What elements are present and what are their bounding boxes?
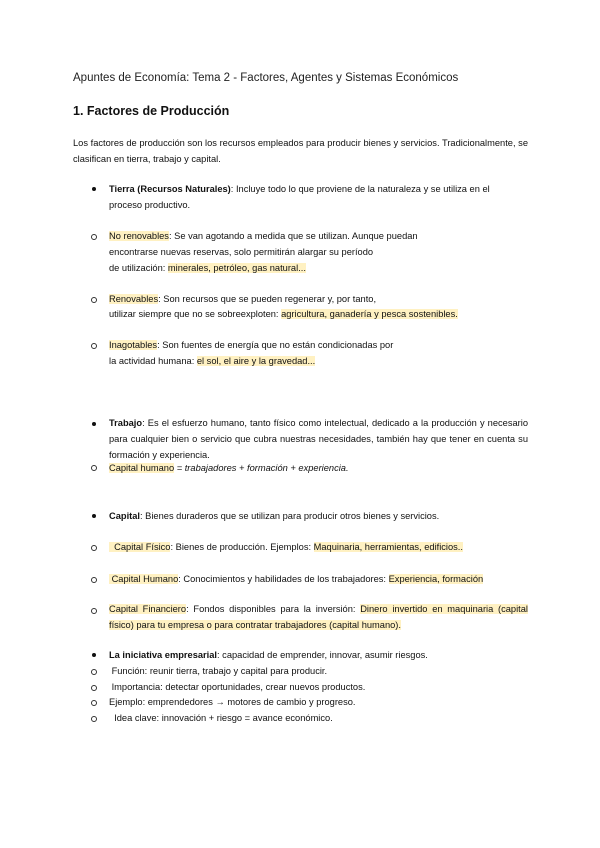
bullet-circle: [91, 297, 97, 303]
iniciativa-item: Ejemplo: emprendedores → motores de cambio y progreso.: [109, 697, 356, 707]
tierra-line-2: proceso productivo.: [109, 200, 191, 210]
bullet-circle: [91, 234, 97, 240]
no-renovables-line-3: [109, 261, 306, 275]
capital-humano-label: Capital humano: [109, 463, 175, 473]
capital-financiero-text: : Fondos disponibles para la inversión:: [186, 604, 361, 614]
renovables-examples: agricultura, ganadería y pesca sostenibles.: [281, 309, 458, 319]
capital-fisico-examples: Maquinaria, herramientas, edificios..: [313, 542, 463, 552]
tierra-text: : Incluye todo lo que proviene de la naturaleza y se utiliza en el: [230, 184, 490, 194]
bullet-circle: [91, 577, 97, 583]
iniciativa-label: La iniciativa empresarial: [109, 650, 218, 660]
capital-financiero-label: Capital Financiero: [109, 604, 187, 614]
capital-humano-2-label: Capital Humano: [109, 574, 179, 584]
capital-humano-formula: = trabajadores + formación + experiencia.: [174, 463, 349, 473]
document-title: Apuntes de Economía: Tema 2 - Factores, Agentes y Sistemas Económicos: [73, 72, 459, 84]
inagotables-text-2: la actividad humana:: [109, 356, 197, 366]
capital-fisico-text: : Bienes de producción. Ejemplos:: [170, 542, 314, 552]
capital-fisico-line: [109, 540, 463, 554]
renovables-label: Renovables: [109, 294, 159, 304]
renovables-line-2: [109, 307, 458, 321]
bullet-dot: [92, 187, 96, 191]
inagotables-label: Inagotables: [109, 340, 158, 350]
bullet-circle: [91, 545, 97, 551]
capital-humano-2-examples: Experiencia, formación: [388, 574, 484, 584]
no-renovables-text: : Se van agotando a medida que se utilizan. Aunque puedan: [168, 231, 418, 241]
inagotables-text: : Son fuentes de energía que no están condicionadas por: [157, 340, 394, 350]
iniciativa-text: : capacidad de emprender, innovar, asumir riesgos.: [217, 650, 428, 660]
no-renovables-examples: minerales, petróleo, gas natural...: [167, 263, 306, 273]
iniciativa-item: Idea clave: innovación + riesgo = avance económico.: [109, 713, 333, 723]
no-renovables-text-3: de utilización:: [109, 263, 168, 273]
capital-fisico-label: Capital Físico: [109, 542, 171, 552]
bullet-circle: [91, 716, 97, 722]
iniciativa-item: Función: reunir tierra, trabajo y capital para producir.: [109, 666, 328, 676]
capital-text: : Bienes duraderos que se utilizan para producir otros bienes y servicios.: [140, 511, 440, 521]
capital-financiero-paragraph: [109, 601, 528, 633]
no-renovables-line-2: encontrarse nuevas reservas, solo permitirán alargar su período: [109, 247, 374, 257]
intro-paragraph: Los factores de producción son los recursos empleados para producir bienes y servicios. Tradicionalmente, se clasifican en tierra, trabajo y capital.: [73, 138, 528, 164]
capital-humano-line: [109, 461, 349, 475]
inagotables-examples: el sol, el aire y la gravedad...: [196, 356, 316, 366]
no-renovables-line-1: [109, 229, 418, 243]
trabajo-text: : Es el esfuerzo humano, tanto físico como intelectual, dedicado a la producción y necesario para cualquier bien o servicio que cubra nuestras necesidades, también hay que tener en cuenta su formación y experiencia.: [109, 418, 528, 460]
tierra-label: Tierra (Recursos Naturales): [109, 184, 231, 194]
inagotables-line-2: [109, 354, 315, 368]
capital-financiero-examples: Dinero invertido en maquinaria (capital físico) para tu empresa o para contratar trabajadores (capital humano).: [109, 604, 528, 630]
bullet-circle: [91, 685, 97, 691]
no-renovables-label: No renovables: [109, 231, 169, 241]
capital-humano-2-line: [109, 572, 483, 586]
renovables-text: : Son recursos que se pueden regenerar y, por tanto,: [158, 294, 377, 304]
renovables-text-2: utilizar siempre que no se sobreexploten:: [109, 309, 282, 319]
capital-humano-2-text: : Conocimientos y habilidades de los trabajadores:: [178, 574, 389, 584]
trabajo-label: Trabajo: [109, 418, 143, 428]
bullet-dot: [92, 653, 96, 657]
renovables-line-1: [109, 292, 376, 306]
bullet-circle: [91, 669, 97, 675]
bullet-circle: [91, 700, 97, 706]
capital-line: [109, 509, 439, 523]
iniciativa-line: [109, 648, 428, 662]
tierra-line: [109, 182, 490, 196]
trabajo-paragraph: [109, 415, 528, 463]
capital-label: Capital: [109, 511, 140, 521]
section-heading: 1. Factores de Producción: [73, 104, 230, 118]
bullet-circle: [91, 343, 97, 349]
bullet-circle: [91, 608, 97, 614]
bullet-dot: [92, 422, 96, 426]
inagotables-line-1: [109, 338, 393, 352]
iniciativa-item: Importancia: detectar oportunidades, crear nuevos productos.: [109, 682, 366, 692]
bullet-circle: [91, 465, 97, 471]
bullet-dot: [92, 514, 96, 518]
